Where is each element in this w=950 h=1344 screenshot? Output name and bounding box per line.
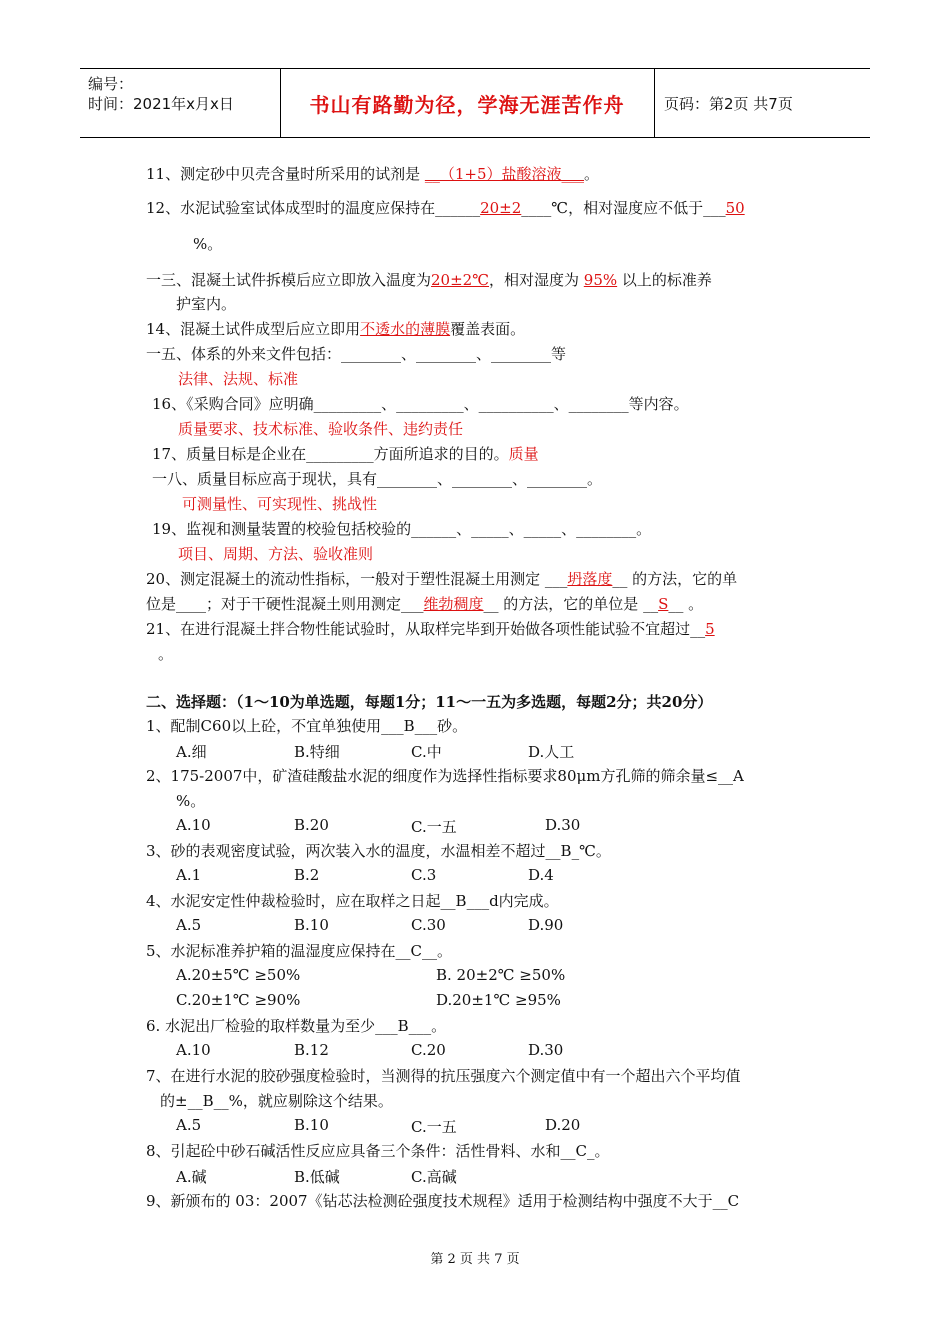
option: C.一五 xyxy=(411,1118,457,1136)
option: D.30 xyxy=(528,1041,564,1059)
question-18: 一八、质量目标应高于现状，具有________、________、________。 xyxy=(152,470,603,488)
option: B.20 xyxy=(294,816,329,834)
question-12-cont: %。 xyxy=(193,235,223,253)
choice-q6: 6. 水泥出厂检验的取样数量为至少___B___。 xyxy=(146,1017,447,1035)
option: B.10 xyxy=(294,916,329,934)
option: A.10 xyxy=(176,816,211,834)
answer: S xyxy=(658,595,669,613)
question-21-cont: 。 xyxy=(158,645,174,663)
page-footer: 第 2 页 共 7 页 xyxy=(430,1252,520,1267)
option: D.30 xyxy=(545,816,581,834)
question-20-cont: 位是____；对于干硬性混凝土则用测定___维勃稠度__ 的方法，它的单位是 __S__ 。 xyxy=(146,595,704,613)
answer-18: 可测量性、可实现性、挑战性 xyxy=(182,495,378,513)
choice-q1: 1、配制C60以上砼，不宜单独使用___B___砂。 xyxy=(146,717,468,735)
choice-q9: 9、新颁布的 03：2007《钻芯法检测砼强度技术规程》适用于检测结构中强度不大于__C xyxy=(146,1192,740,1210)
code-label: 编号： xyxy=(88,75,134,93)
option: D.4 xyxy=(528,866,554,884)
option: C.30 xyxy=(411,916,446,934)
option: D.20±1℃ ≥95% xyxy=(436,991,561,1009)
choice-q2-cont: %。 xyxy=(176,792,206,810)
option: B.10 xyxy=(294,1116,329,1134)
choice-q8: 8、引起砼中砂石碱活性反应应具备三个条件：活性骨料、水和__C_。 xyxy=(146,1142,610,1160)
answer: 不透水的薄膜 xyxy=(360,320,451,338)
header-motto-cell xyxy=(280,69,655,137)
question-13-cont: 护室内。 xyxy=(176,295,237,313)
option: A.10 xyxy=(176,1041,211,1059)
choice-q3: 3、砂的表观密度试验，两次装入水的温度，水温相差不超过__B_℃。 xyxy=(146,842,611,860)
option: B.12 xyxy=(294,1041,329,1059)
answer: 质量 xyxy=(508,445,539,463)
option: C.中 xyxy=(411,743,442,761)
answer: 5 xyxy=(705,620,715,638)
question-11: 11、测定砂中贝壳含量时所采用的试剂是 __（1+5）盐酸溶液___。 xyxy=(146,165,600,183)
choice-q2: 2、175-2007中，矿渣硅酸盐水泥的细度作为选择性指标要求80μm方孔筛的筛余量≤__A xyxy=(146,767,744,785)
question-14: 14、混凝土试件成型后应立即用不透水的薄膜覆盖表面。 xyxy=(146,320,526,338)
option: D.人工 xyxy=(528,743,575,761)
question-19: 19、监视和测量装置的校验包括校验的______、_____、_____、________。 xyxy=(152,520,652,538)
answer: 95% xyxy=(583,271,618,289)
answer-19: 项目、周期、方法、验收准则 xyxy=(178,545,374,563)
question-21: 21、在进行混凝土拌合物性能试验时，从取样完毕到开始做各项性能试验不宜超过__5 xyxy=(146,620,715,638)
answer: 坍落度 xyxy=(567,570,613,588)
motto: 书山有路勤为径，学海无涯苦作舟 xyxy=(309,92,625,117)
option: C.20±1℃ ≥90% xyxy=(176,991,301,1009)
page-label: 页码：第2页 共7页 xyxy=(664,94,793,113)
choice-q7: 7、在进行水泥的胶砂强度检验时，当测得的抗压强度六个测定值中有一个超出六个平均值 xyxy=(146,1067,741,1085)
choice-q5: 5、水泥标准养护箱的温湿度应保持在__C__。 xyxy=(146,942,453,960)
option: C.3 xyxy=(411,866,437,884)
option: A.5 xyxy=(176,1116,202,1134)
option: A.细 xyxy=(176,743,207,761)
section-title-choice: 二、选择题：（1～10为单选题，每题1分；11～一五为多选题，每题2分；共20分） xyxy=(146,693,713,711)
choice-q7-cont: 的±__B__%，就应剔除这个结果。 xyxy=(160,1092,393,1110)
answer: __（1+5）盐酸溶液___ xyxy=(424,165,585,183)
question-20: 20、测定混凝土的流动性指标，一般对于塑性混凝土用测定 ___坍落度__ 的方法，它的单 xyxy=(146,570,738,588)
answer: 维勃稠度 xyxy=(423,595,484,613)
time-label: 时间：2021年x月x日 xyxy=(88,95,234,113)
header-info-cell xyxy=(80,69,281,137)
option: B. 20±2℃ ≥50% xyxy=(436,966,566,984)
answer: 50 xyxy=(725,199,745,217)
option: C.高碱 xyxy=(411,1168,457,1186)
option: A.1 xyxy=(176,866,202,884)
option: B.低碱 xyxy=(294,1168,340,1186)
page-header xyxy=(80,68,870,138)
option: C.一五 xyxy=(411,818,457,836)
option: B.特细 xyxy=(294,743,340,761)
option: A.5 xyxy=(176,916,202,934)
question-12: 12、水泥试验室试体成型时的温度应保持在______20±2____℃，相对湿度应不低于___50 xyxy=(146,199,745,217)
header-page-cell xyxy=(654,69,870,137)
question-16: 16、《采购合同》应明确_________、_________、__________、________等内容。 xyxy=(152,395,689,413)
answer-16: 质量要求、技术标准、验收条件、违约责任 xyxy=(178,420,464,438)
option: B.2 xyxy=(294,866,320,884)
option: D.90 xyxy=(528,916,564,934)
answer: 20±2℃ xyxy=(431,271,489,289)
option: C.20 xyxy=(411,1041,446,1059)
option: D.20 xyxy=(545,1116,581,1134)
option: A.20±5℃ ≥50% xyxy=(176,966,301,984)
option: A.碱 xyxy=(176,1168,207,1186)
question-15: 一五、体系的外来文件包括：________、________、________等 xyxy=(146,345,567,363)
answer: 20±2 xyxy=(480,199,522,217)
choice-q4: 4、水泥安定性仲裁检验时，应在取样之日起__B___d内完成。 xyxy=(146,892,559,910)
question-13: 一三、混凝土试件拆模后应立即放入温度为20±2℃，相对湿度为 95% 以上的标准养 xyxy=(146,271,712,289)
answer-15: 法律、法规、标准 xyxy=(178,370,299,388)
question-17: 17、质量目标是企业在_________方面所追求的目的。质量 xyxy=(152,445,539,463)
